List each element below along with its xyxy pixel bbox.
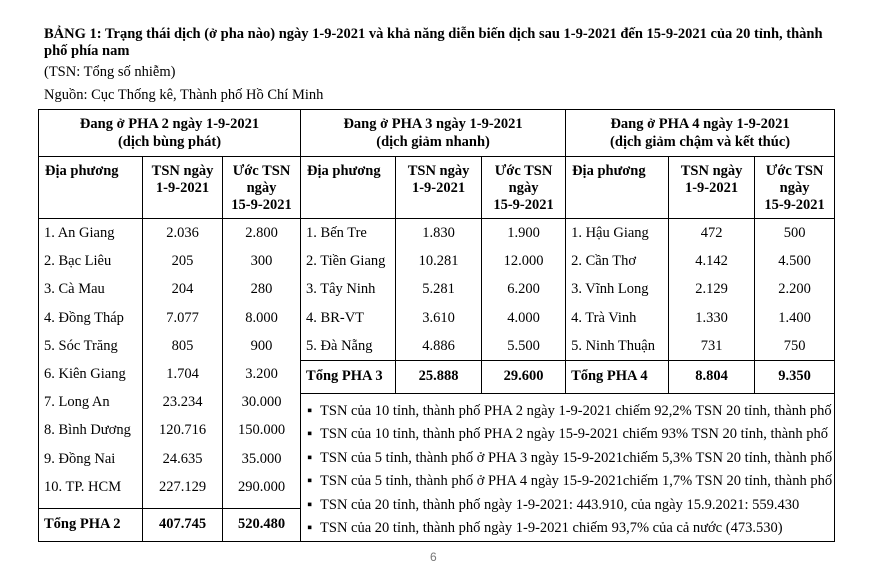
table-cell: 7. Long An (44, 394, 110, 411)
table-cell: 3. Vĩnh Long (571, 281, 649, 298)
table-cell: 204 (171, 281, 194, 298)
phase2-total-b: 520.480 (223, 508, 301, 541)
col-line: Ước TSN (765, 163, 824, 179)
phase2-header (39, 110, 301, 157)
table-cell: 290.000 (237, 478, 286, 495)
phase3-col-name: Địa phương (301, 157, 396, 219)
table-cell: 6.200 (507, 281, 540, 298)
table-cell: 24.635 (162, 450, 203, 467)
table-cell: 280 (250, 281, 273, 298)
col-line: 1-9-2021 (411, 180, 466, 196)
phase4-col-b (755, 157, 835, 219)
table-cell: 4.500 (778, 253, 811, 270)
col-line: ngày (779, 180, 810, 196)
col-line: Ước TSN (232, 163, 291, 179)
table-cell: 5.281 (422, 281, 455, 298)
bullet-icon: ▪ (307, 520, 313, 537)
table-cell: 805 (171, 337, 194, 354)
table-cell: 8.000 (245, 309, 278, 326)
phase2-tsn-1509 (223, 219, 301, 509)
table-cell: 120.716 (158, 422, 207, 439)
col-line: 15-9-2021 (764, 197, 825, 213)
table-cell: 1. An Giang (44, 225, 115, 241)
table-cell: 3.200 (245, 365, 278, 382)
note-item (307, 470, 834, 494)
table-cell: 150.000 (237, 422, 286, 439)
col-line: Ước TSN (494, 163, 553, 179)
note-item (307, 447, 834, 471)
table-cell: 1.900 (507, 225, 540, 241)
phase2-col-b (223, 157, 301, 219)
table-cell: 4. Trà Vinh (571, 309, 637, 326)
phase4-col-a (669, 157, 755, 219)
phase3-tsn-0109 (396, 219, 482, 361)
col-line: TSN ngày (680, 163, 743, 179)
phase3-title: Đang ở PHA 3 ngày 1-9-2021 (343, 116, 523, 132)
phase3-total-b: 29.600 (482, 360, 566, 393)
note-item (307, 494, 834, 518)
table-cell: 2.800 (245, 225, 278, 241)
table-cell: 23.234 (162, 394, 203, 411)
summary-notes (301, 393, 835, 541)
phase3-tsn-1509 (482, 219, 566, 361)
table-cell: 1.830 (422, 225, 455, 241)
phase3-col-b (482, 157, 566, 219)
col-line: 1-9-2021 (684, 180, 739, 196)
table-cell: 3. Tây Ninh (306, 281, 376, 298)
table-cell: 2.200 (778, 281, 811, 298)
table-cell: 2.036 (166, 225, 199, 241)
table-cell: 4. BR-VT (306, 309, 365, 326)
table-cell: 9. Đồng Nai (44, 450, 116, 467)
table-cell: 900 (250, 337, 273, 354)
table-cell: 30.000 (241, 394, 282, 411)
table-cell: 5. Đà Nẵng (306, 337, 373, 354)
phase4-title: Đang ở PHA 4 ngày 1-9-2021 (610, 116, 790, 132)
phase4-total-label: Tổng PHA 4 (566, 360, 669, 393)
col-line: 1-9-2021 (155, 180, 210, 196)
phase4-names (566, 219, 669, 361)
table-cell: 2.129 (695, 281, 728, 298)
note-item (307, 517, 834, 541)
phase2-subtitle: (dịch bùng phát) (117, 134, 222, 150)
table-cell: 10. TP. HCM (44, 478, 122, 495)
table-cell: 5.500 (507, 337, 540, 354)
table-cell: 35.000 (241, 450, 282, 467)
phase3-header (301, 110, 566, 157)
table-cell: 205 (171, 253, 194, 270)
col-line: TSN ngày (151, 163, 214, 179)
note-item (307, 423, 834, 447)
table-cell: 12.000 (503, 253, 544, 270)
table-cell: 5. Ninh Thuận (571, 337, 655, 354)
phase-table (38, 109, 835, 542)
note-text: TSN của 20 tỉnh, thành phố ngày 1-9-2021: 443.910, của ngày 15.9.2021: 559.430 (320, 496, 800, 513)
table-cell: 4.000 (507, 309, 540, 326)
phase3-total-a: 25.888 (396, 360, 482, 393)
phase4-tsn-0109 (669, 219, 755, 361)
table-cell: 227.129 (158, 478, 207, 495)
table-cell: 4. Đồng Tháp (44, 309, 124, 326)
phase4-tsn-1509 (755, 219, 835, 361)
phase3-names (301, 219, 396, 361)
table-cell: 7.077 (166, 309, 199, 326)
table-cell: 1.400 (778, 309, 811, 326)
table-cell: 731 (700, 337, 723, 354)
bullet-icon: ▪ (307, 426, 313, 443)
phase2-total-a: 407.745 (143, 508, 223, 541)
note-text: TSN của 10 tỉnh, thành phố PHA 2 ngày 1-9-2021 chiếm 92,2% TSN 20 tỉnh, thành phố (320, 402, 832, 419)
phase2-names (39, 219, 143, 509)
phase2-title: Đang ở PHA 2 ngày 1-9-2021 (79, 116, 260, 132)
col-line: TSN ngày (407, 163, 470, 179)
bullet-icon: ▪ (307, 449, 313, 466)
phase3-subtitle: (dịch giảm nhanh) (376, 134, 490, 150)
col-line: 15-9-2021 (231, 197, 292, 213)
note-text: TSN của 20 tỉnh, thành phố ngày 1-9-2021 chiếm 93,7% của cả nước (473.530) (320, 520, 783, 537)
table-cell: 500 (783, 225, 806, 241)
bullet-icon: ▪ (307, 402, 313, 419)
phase4-total-a: 8.804 (669, 360, 755, 393)
table-cell: 1. Hậu Giang (571, 225, 649, 241)
table-cell: 4.142 (695, 253, 728, 270)
table-cell: 1. Bến Tre (306, 225, 367, 241)
table-cell: 3.610 (422, 309, 455, 326)
table-title: BẢNG 1: Trạng thái dịch (ở pha nào) ngày 1-9-2021 và khả năng diễn biến dịch sau 1-9-2021 đến 15-9-2021 của 20 tỉnh, thành phố phía nam (44, 26, 823, 59)
table-cell: 5. Sóc Trăng (44, 337, 118, 354)
table-cell: 4.886 (422, 337, 455, 354)
phase2-col-a (143, 157, 223, 219)
note-item (307, 400, 834, 424)
table-cell: 3. Cà Mau (44, 281, 105, 298)
phase4-subtitle: (dịch giảm chậm và kết thúc) (610, 134, 791, 150)
note-text: TSN của 5 tỉnh, thành phố ở PHA 4 ngày 15-9-2021chiếm 1,7% TSN 20 tỉnh, thành phố (320, 473, 833, 490)
table-cell: 1.330 (695, 309, 728, 326)
table-cell: 6. Kiên Giang (44, 365, 126, 382)
bullet-icon: ▪ (307, 496, 313, 513)
note-text: TSN của 5 tỉnh, thành phố ở PHA 3 ngày 15-9-2021chiếm 5,3% TSN 20 tỉnh, thành phố (320, 449, 833, 466)
page-number: 6 (430, 550, 437, 564)
table-cell: 1.704 (166, 365, 199, 382)
bullet-icon: ▪ (307, 473, 313, 490)
abbreviation-note: (TSN: Tổng số nhiễm) (44, 64, 176, 80)
source-note: Nguồn: Cục Thống kê, Thành phố Hồ Chí Minh (44, 87, 324, 103)
table-cell: 472 (700, 225, 723, 241)
note-text: TSN của 10 tỉnh, thành phố PHA 2 ngày 15-9-2021 chiếm 93% TSN 20 tỉnh, thành phố (320, 426, 829, 443)
table-cell: 10.281 (418, 253, 459, 270)
phase2-col-name: Địa phương (39, 157, 143, 219)
table-cell: 2. Cần Thơ (571, 253, 637, 270)
phase4-col-name: Địa phương (566, 157, 669, 219)
table-cell: 8. Bình Dương (44, 422, 131, 439)
phase4-total-b: 9.350 (755, 360, 835, 393)
col-line: ngày (246, 180, 277, 196)
phase3-total-label: Tổng PHA 3 (301, 360, 396, 393)
col-line: 15-9-2021 (493, 197, 554, 213)
col-line: ngày (508, 180, 539, 196)
table-cell: 2. Tiền Giang (306, 253, 386, 270)
table-cell: 300 (250, 253, 273, 270)
table-cell: 750 (783, 337, 806, 354)
phase3-col-a (396, 157, 482, 219)
phase2-total-label: Tổng PHA 2 (39, 508, 143, 541)
phase2-tsn-0109 (143, 219, 223, 509)
table-cell: 2. Bạc Liêu (44, 253, 112, 270)
phase4-header (566, 110, 835, 157)
